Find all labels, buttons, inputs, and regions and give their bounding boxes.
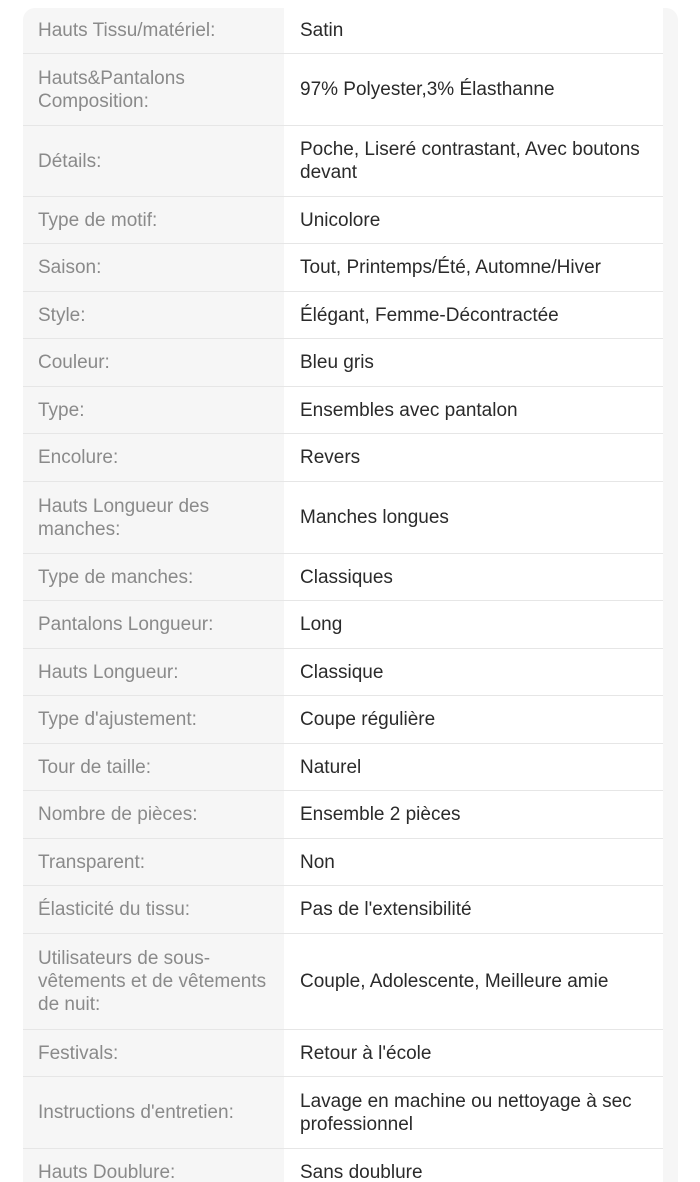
spec-value: Élégant, Femme-Décontractée [284,292,663,338]
spec-row-fabric [23,8,663,54]
spec-row-neckline [23,434,663,482]
spec-row-transparent [23,839,663,886]
spec-value: Tout, Printemps/Été, Automne/Hiver [284,244,663,291]
spec-label: Couleur: [38,352,110,373]
spec-label: Encolure: [38,447,119,468]
spec-row-season [23,244,663,292]
spec-value: Unicolore [284,197,663,243]
spec-row-care [23,1077,663,1149]
spec-value: Pas de l'extensibilité [284,886,663,933]
spec-label: Type de motif: [38,209,158,231]
spec-value: 97% Polyester,3% Élasthanne [284,54,663,125]
spec-row-lining [23,1149,663,1182]
spec-row-color [23,339,663,387]
spec-row-style [23,292,663,339]
spec-row-fit-type [23,696,663,744]
spec-label: Hauts Longueur des manches: [38,495,210,540]
spec-row-pieces [23,791,663,839]
spec-label: Style: [38,304,86,326]
spec-label: Type de manches: [38,566,194,588]
spec-label: Élasticité du tissu: [38,899,191,920]
spec-row-composition [23,54,663,126]
spec-row-festivals [23,1030,663,1077]
spec-label: Festivals: [38,1042,119,1064]
spec-value: Coupe régulière [284,696,663,743]
spec-row-top-length [23,649,663,696]
spec-value: Retour à l'école [284,1030,663,1076]
spec-value: Long [284,601,663,648]
spec-value: Sans doublure [284,1149,663,1182]
spec-row-pants-length [23,601,663,649]
spec-value: Ensemble 2 pièces [284,791,663,838]
spec-label: Hauts Longueur: [38,661,179,683]
spec-label: Hauts&Pantalons Composition: [38,67,185,112]
spec-label: Tour de taille: [38,756,152,778]
spec-row-pattern [23,197,663,244]
spec-value: Couple, Adolescente, Meilleure amie [284,934,663,1029]
spec-label: Type: [38,399,85,421]
spec-value: Lavage en machine ou nettoyage à sec professionnel [284,1077,663,1148]
spec-label: Détails: [38,150,102,172]
spec-value: Revers [284,434,663,481]
spec-row-sleeve-type [23,554,663,601]
spec-label: Utilisateurs de sous-vêtements et de vêtements de nuit: [38,948,267,1015]
spec-row-elasticity [23,886,663,934]
spec-label: Saison: [38,257,102,278]
spec-label: Hauts Doublure: [38,1162,176,1182]
spec-row-type [23,387,663,434]
spec-row-details [23,126,663,197]
specs-table [23,8,663,1182]
spec-value: Poche, Liseré contrastant, Avec boutons devant [284,126,663,196]
spec-label: Type d'ajustement: [38,709,197,730]
spec-row-users [23,934,663,1030]
spec-row-waist [23,744,663,791]
spec-row-sleeve-length [23,482,663,554]
spec-label: Instructions d'entretien: [38,1102,234,1123]
spec-value: Satin [284,8,663,53]
spec-value: Non [284,839,663,885]
spec-value: Bleu gris [284,339,663,386]
spec-value: Ensembles avec pantalon [284,387,663,433]
spec-value: Naturel [284,744,663,790]
spec-label: Pantalons Longueur: [38,614,214,635]
spec-value: Manches longues [284,482,663,553]
spec-label: Hauts Tissu/matériel: [38,20,216,41]
spec-label: Nombre de pièces: [38,804,198,825]
spec-value: Classique [284,649,663,695]
spec-label: Transparent: [38,851,146,873]
spec-value: Classiques [284,554,663,600]
